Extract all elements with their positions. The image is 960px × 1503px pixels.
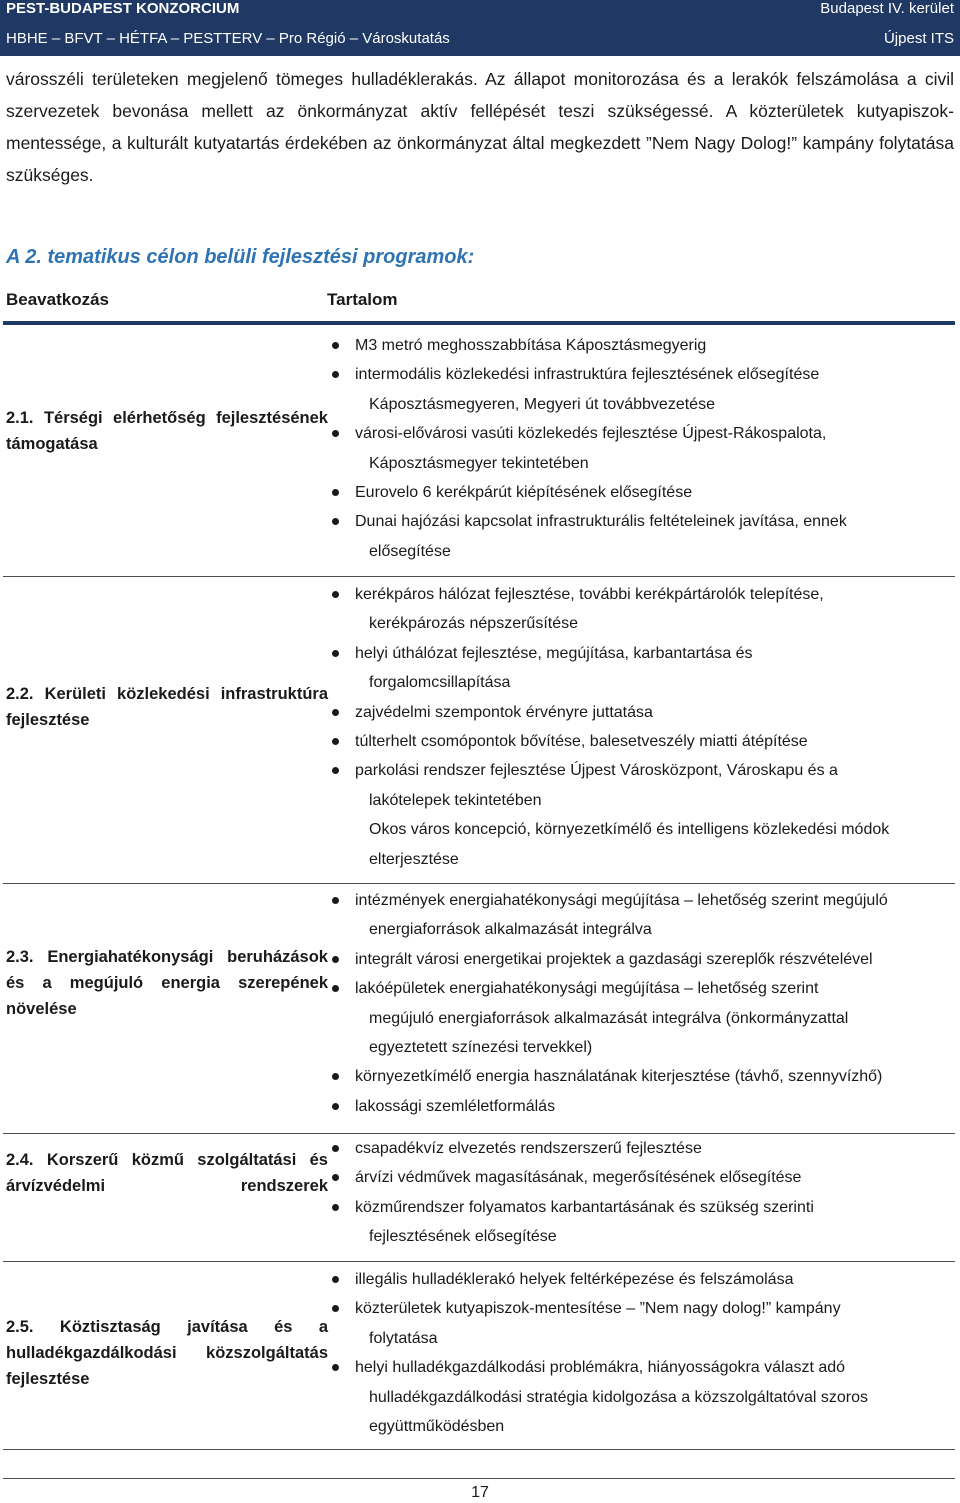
list-item: Dunai hajózási kapcsolat infrastrukturális feltételeinek javítása, ennek elősegítése [327,507,957,566]
note-line: Okos város koncepció, környezetkímélő és intelligens közlekedési módok [369,821,890,839]
bullet-icon [332,1174,339,1181]
row-content [327,1265,957,1441]
bullet-icon [332,1204,339,1211]
header-bottom-row [6,30,954,48]
list-item: túlterhelt csomópontok bővítése, balesetveszély miatti átépítése [327,727,957,756]
table-row [3,1134,955,1262]
list-item: lakóépületek energiahatékonysági megújítása – lehetőség szerint megújuló energiaforrások alkalmazását integrálva (önkormányzattal egyeztetett színezési tervekkel) [327,974,957,1062]
bullet-icon [332,430,339,437]
bullet-icon [332,518,339,525]
row-title: 2.5. Köztisztaság javítása és a hulladékgazdálkodási közszolgáltatás fejlesztése [6,1318,328,1388]
bullet-icon [332,1103,339,1110]
list-item: Eurovelo 6 kerékpárút kiépítésének elősegítése [327,478,957,507]
row-content [327,580,957,874]
bullet-list [327,331,957,566]
list-item: városi-elővárosi vasúti közlekedés fejlesztése Újpest-Rákospalota, Káposztásmegyer tekintetében [327,419,957,478]
section-heading: A 2. tematikus célon belüli fejlesztési programok: [6,246,475,268]
bullet-icon [332,1073,339,1080]
bullet-icon [332,956,339,963]
row-content [327,331,957,566]
column-header-intervention: Beavatkozás [6,290,110,309]
bullet-icon [332,1305,339,1312]
row-content [327,886,957,1121]
header-doc: Újpest ITS [883,30,954,47]
note-line: elterjesztése [369,850,459,868]
list-item: intézmények energiahatékonysági megújítása – lehetőség szerint megújuló energiaforrások alkalmazását integrálva [327,886,957,945]
table-row [3,884,955,1134]
bullet-list [327,1265,957,1441]
bullet-list [327,1134,957,1252]
header-org: PEST-BUDAPEST KONZORCIUM [6,0,240,17]
footer-rule [3,1478,955,1479]
row-title: 2.3. Energiahatékonysági beruházások és a megújuló energia szerepének növelése [6,948,328,1018]
header-district: Budapest IV. kerület [820,0,954,17]
list-item: csapadékvíz elvezetés rendszerszerű fejlesztése [327,1134,957,1163]
list-item: árvízi védművek magasításának, megerősítésének elősegítése [327,1163,957,1192]
bullet-icon [332,1276,339,1283]
list-item: környezetkímélő energia használatának kiterjesztése (távhő, szennyvízhő) [327,1062,957,1091]
bullet-icon [332,650,339,657]
bullet-icon [332,897,339,904]
bullet-icon [332,371,339,378]
row-content [327,1134,957,1252]
bullet-icon [332,489,339,496]
list-item: zajvédelmi szempontok érvényre juttatása [327,698,957,727]
list-item: M3 metró meghosszabbítása Káposztásmegyerig [327,331,957,360]
bullet-icon [332,767,339,774]
list-item: lakossági szemléletformálás [327,1092,957,1121]
header-top-row [6,0,954,18]
page-header [0,0,960,56]
bullet-icon [332,1364,339,1371]
list-item: parkolási rendszer fejlesztése Újpest Városközpont, Városkapu és a lakótelepek tekintetében [327,756,957,815]
bullet-icon [332,985,339,992]
row-title: 2.4. Korszerű közmű szolgáltatási és árvízvédelmi rendszerek [6,1151,328,1195]
page-number: 17 [471,1484,489,1501]
intro-paragraph: városszéli területeken megjelenő tömeges hulladéklerakás. Az állapot monitorozása és a lerakók felszámolása a civil szervezetek bevonása mellett az önkormányzat aktív fellépését teszi szükségessé. A közterületek kutyapiszok-mentessége, a kulturált kutyatartás érdekében az önkormányzat által megkezdett ”Nem Nagy Dolog!” kampány folytatása szükséges. [6,69,954,185]
list-item: integrált városi energetikai projektek a gazdasági szereplők részvételével [327,945,957,974]
list-item: illegális hulladéklerakó helyek feltérképezése és felszámolása [327,1265,957,1294]
list-item: kerékpáros hálózat fejlesztése, további kerékpártárolók telepítése, kerékpározás népszerűsítése [327,580,957,639]
bullet-icon [332,1145,339,1152]
header-partners: HBHE – BFVT – HÉTFA – PESTTERV – Pro Régió – Városkutatás [6,30,450,47]
list-item: helyi hulladékgazdálkodási problémákra, hiányosságokra választ adó hulladékgazdálkodási stratégia kidolgozása a közszolgáltatóval szoros együttműködésben [327,1353,957,1441]
bullet-icon [332,738,339,745]
row-title: 2.1. Térségi elérhetőség fejlesztésének támogatása [6,409,328,453]
bullet-icon [332,342,339,349]
list-item: intermodális közlekedési infrastruktúra fejlesztésének elősegítése Káposztásmegyeren, Megyeri út továbbvezetése [327,360,957,419]
list-item: közműrendszer folyamatos karbantartásának és szükség szerinti fejlesztésének elősegítése [327,1193,957,1252]
table-row [3,325,955,577]
row-title: 2.2. Kerületi közlekedési infrastruktúra fejlesztése [6,685,328,729]
column-header-content: Tartalom [327,290,398,309]
bullet-list [327,886,957,1121]
list-item: helyi úthálózat fejlesztése, megújítása, karbantartása és forgalomcsillapítása [327,639,957,698]
bullet-list [327,580,957,815]
bullet-icon [332,591,339,598]
table-row [3,577,955,884]
bullet-icon [332,709,339,716]
list-item: közterületek kutyapiszok-mentesítése – ”Nem nagy dolog!” kampány folytatása [327,1294,957,1353]
table-row [3,1262,955,1450]
